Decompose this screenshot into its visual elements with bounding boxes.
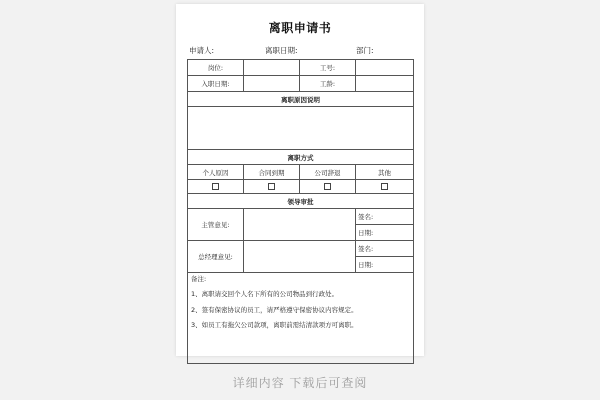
gm-label: 总经理意见: bbox=[188, 241, 244, 273]
hire-date-label: 入职日期: bbox=[188, 76, 244, 92]
approval-section-title: 领导审批 bbox=[188, 194, 414, 209]
notes-label: 备注: bbox=[191, 275, 207, 283]
method-checkbox-personal[interactable] bbox=[212, 183, 219, 190]
method-label-contract: 合同到期 bbox=[244, 165, 300, 180]
gm-date-label[interactable]: 日期: bbox=[356, 257, 414, 273]
supervisor-date-label[interactable]: 日期: bbox=[356, 225, 414, 241]
employee-id-label: 工号: bbox=[300, 60, 356, 76]
apply-date-label: 离职日期: bbox=[265, 46, 298, 55]
form-title: 离职申请书 bbox=[268, 21, 332, 35]
employee-id-field[interactable] bbox=[356, 60, 414, 76]
reason-section-title: 离职原因说明 bbox=[188, 92, 414, 107]
download-hint-text: 详细内容 下载后可查阅 bbox=[232, 376, 368, 390]
seniority-field[interactable] bbox=[356, 76, 414, 92]
hire-date-field[interactable] bbox=[244, 76, 300, 92]
method-checkbox-contract[interactable] bbox=[268, 183, 275, 190]
note-item: 2、签有保密协议的员工，请严格遵守保密协议内容规定。 bbox=[191, 305, 358, 314]
position-label: 岗位: bbox=[188, 60, 244, 76]
supervisor-signature-label[interactable]: 签名: bbox=[356, 209, 414, 225]
reason-field[interactable] bbox=[188, 107, 414, 150]
method-section-title: 离职方式 bbox=[188, 150, 414, 165]
position-field[interactable] bbox=[244, 60, 300, 76]
gm-signature-label[interactable]: 签名: bbox=[356, 241, 414, 257]
method-checkbox-dismissal[interactable] bbox=[324, 183, 331, 190]
resignation-form-table bbox=[187, 59, 414, 364]
supervisor-opinion-field[interactable] bbox=[244, 209, 356, 241]
department-label: 部门: bbox=[356, 46, 374, 55]
note-item: 3、如员工有拖欠公司款项，离职前需结清款项方可离职。 bbox=[191, 321, 358, 329]
document-page bbox=[176, 4, 424, 356]
supervisor-label: 主管意见: bbox=[188, 209, 244, 241]
method-checkbox-other[interactable] bbox=[381, 183, 388, 190]
gm-opinion-field[interactable] bbox=[244, 241, 356, 273]
method-label-other: 其他 bbox=[356, 165, 414, 180]
note-item: 1、离职请交回个人名下所有的公司物品到行政处。 bbox=[191, 290, 339, 298]
notes-section bbox=[188, 273, 414, 364]
applicant-label: 申请人: bbox=[189, 46, 215, 55]
method-label-personal: 个人原因 bbox=[188, 165, 244, 180]
method-label-dismissal: 公司辞退 bbox=[300, 165, 356, 180]
seniority-label: 工龄: bbox=[300, 76, 356, 92]
